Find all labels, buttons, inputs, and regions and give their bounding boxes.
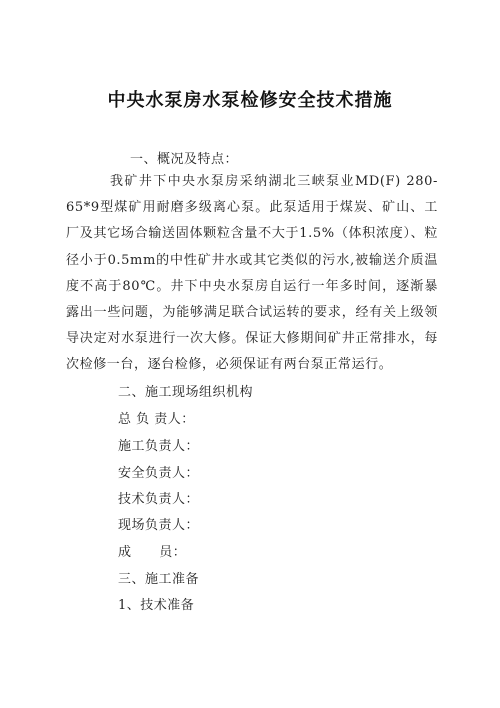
field-members (118, 541, 186, 560)
section-heading-overview: 一、概况及特点： (130, 152, 239, 167)
field-safety-manager (118, 462, 199, 481)
field-construction-manager (118, 435, 199, 454)
document-title: 中央水泵房水泵检修安全技术措施 (107, 90, 393, 111)
field-technical-manager-label: 技术负责人： (118, 492, 200, 507)
section-heading-organization: 二、施工现场组织机构 (118, 385, 254, 400)
field-members-label: 成 员： (118, 545, 187, 560)
field-technical-manager (118, 488, 199, 507)
field-general-manager-label: 总 负 责人： (118, 412, 195, 427)
subsection-heading-technical-preparation: 1、技术准备 (118, 598, 195, 613)
field-site-manager-label: 现场负责人： (118, 518, 200, 533)
field-general-manager (118, 408, 195, 427)
section-heading-preparation: 三、施工准备 (118, 572, 200, 587)
field-site-manager (118, 514, 199, 533)
overview-paragraph: 我矿井下中央水泵房采纳湖北三峡泵业MD(F) 280-65*9型煤矿用耐磨多级离心泵。此泵适用于煤炭、矿山、工厂及其它场合输送固体颗粒含量不大于1.5%（体积浓度）、粒径小于0.5mm的中性矿井水或其它类似的污水,被输送介质温度不高于80℃。井下中央水泵房自运行一年多时间，逐渐暴露出一些问题，为能够满足联合试运转的要求，经有关上级领导决定对水泵进行一次大修。保证大修期间矿井正常排水，每次检修一台，逐台检修，必须保证有两台泵正常运行。 (66, 174, 438, 373)
field-safety-manager-label: 安全负责人： (118, 466, 200, 481)
field-construction-manager-label: 施工负责人： (118, 439, 200, 454)
